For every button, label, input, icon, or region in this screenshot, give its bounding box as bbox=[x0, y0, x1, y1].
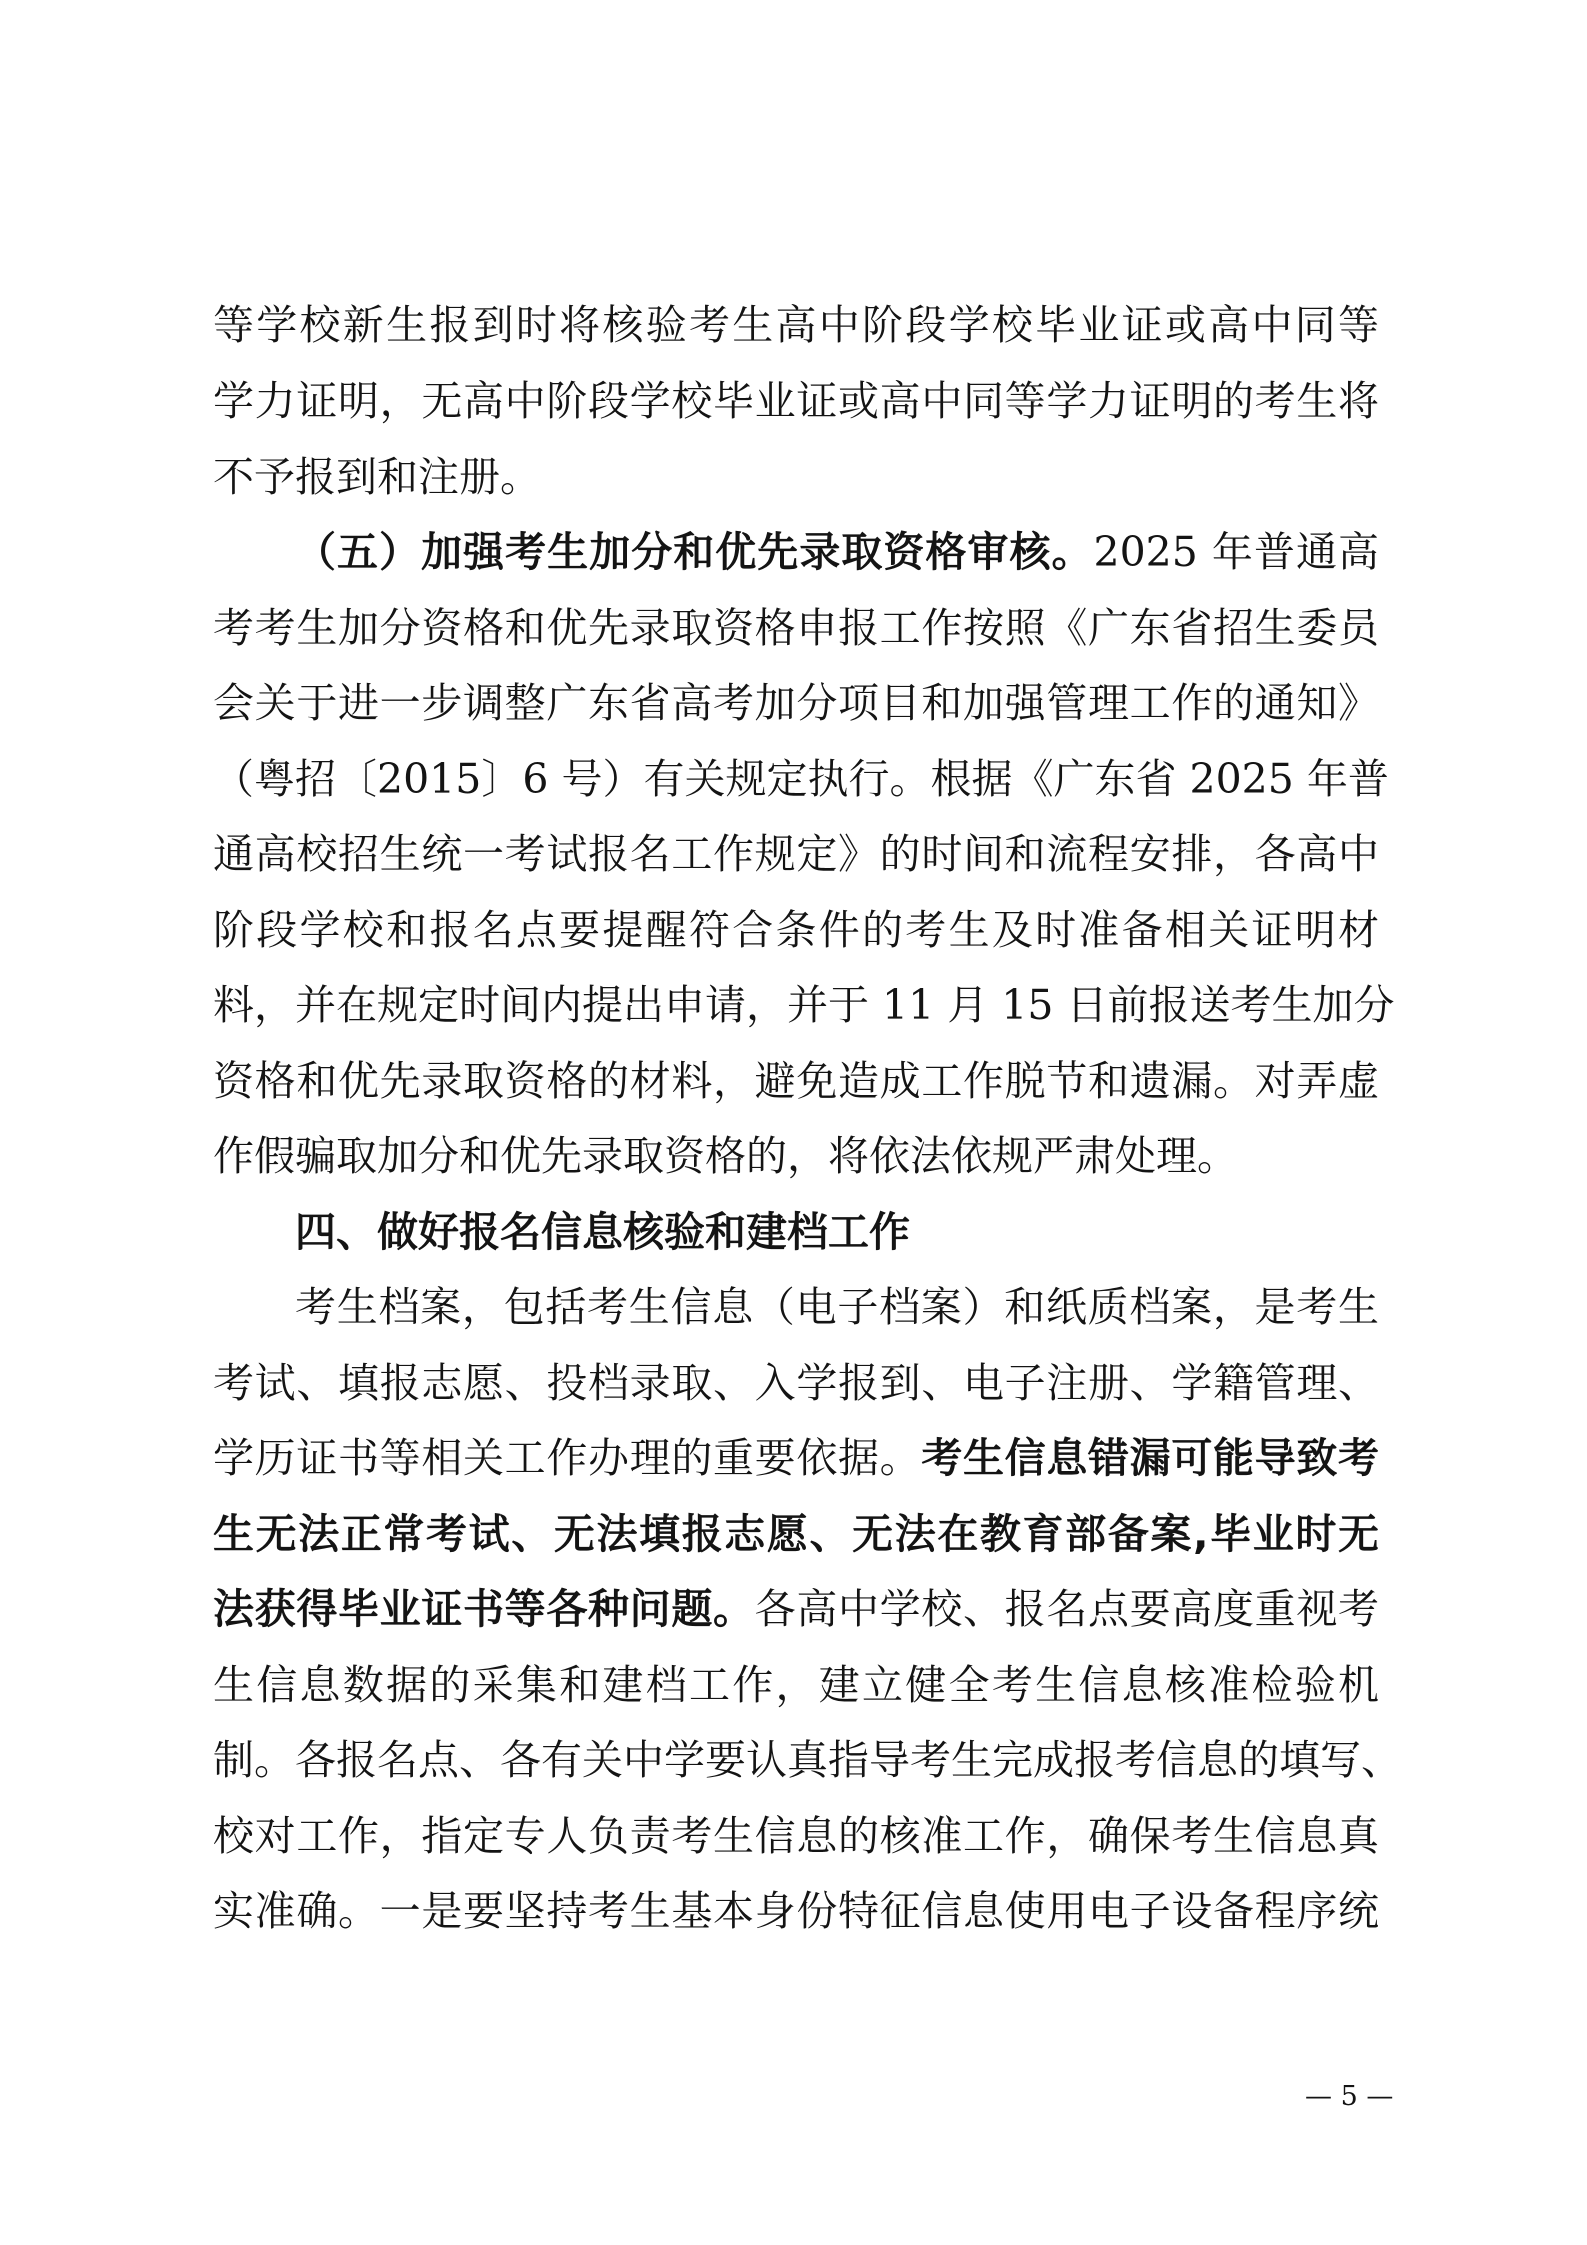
body-text-line: 生信息数据的采集和建档工作，建立健全考生信息核准检验机 bbox=[213, 1661, 1379, 1709]
body-text-line bbox=[213, 1579, 1379, 1639]
body-text-segment: 学历证书等相关工作办理的重要依据。 bbox=[213, 1434, 922, 1482]
section-five-first-line bbox=[295, 522, 1379, 582]
body-text-line: 料，并在规定时间内提出申请，并于 11 月 15 日前报送考生加分 bbox=[213, 981, 1395, 1029]
body-text-line: 会关于进一步调整广东省高考加分项目和加强管理工作的通知》 bbox=[213, 679, 1379, 727]
body-text-line: 不予报到和注册。 bbox=[213, 453, 541, 501]
body-text-line: 阶段学校和报名点要提醒符合条件的考生及时准备相关证明材 bbox=[213, 906, 1379, 954]
body-text-line: 制。各报名点、各有关中学要认真指导考生完成报考信息的填写、 bbox=[213, 1736, 1402, 1784]
section-four-heading: 四、做好报名信息核验和建档工作 bbox=[295, 1208, 910, 1256]
page-number: — 5 — bbox=[1305, 2081, 1394, 2112]
bold-text-line: 生无法正常考试、无法填报志愿、无法在教育部备案,毕业时无 bbox=[213, 1510, 1379, 1558]
section-five-heading: （五）加强考生加分和优先录取资格审核。 bbox=[295, 528, 1094, 576]
body-text-line: 资格和优先录取资格的材料，避免造成工作脱节和遗漏。对弄虚 bbox=[213, 1057, 1379, 1105]
bold-text-segment: 法获得毕业证书等各种问题。 bbox=[213, 1585, 755, 1633]
body-text-line: 考试、填报志愿、投档录取、入学报到、电子注册、学籍管理、 bbox=[213, 1359, 1379, 1407]
body-text-line: 实准确。一是要坚持考生基本身份特征信息使用电子设备程序统 bbox=[213, 1887, 1379, 1935]
bold-text-segment: 考生信息错漏可能导致考 bbox=[921, 1434, 1380, 1482]
body-text-line: （粤招〔2015〕6 号）有关规定执行。根据《广东省 2025 年普 bbox=[213, 755, 1389, 803]
body-text-line: 学力证明，无高中阶段学校毕业证或高中同等学力证明的考生将 bbox=[213, 377, 1379, 425]
body-text-segment: 各高中学校、报名点要高度重视考 bbox=[754, 1585, 1380, 1633]
body-text-line: 等学校新生报到时将核验考生高中阶段学校毕业证或高中同等 bbox=[213, 301, 1379, 349]
body-text-line bbox=[213, 1428, 1379, 1488]
body-text-line: 通高校招生统一考试报名工作规定》的时间和流程安排，各高中 bbox=[213, 830, 1379, 878]
body-text-line: 作假骗取加分和优先录取资格的，将依法依规严肃处理。 bbox=[213, 1132, 1238, 1180]
body-text-line: 考考生加分资格和优先录取资格申报工作按照《广东省招生委员 bbox=[213, 604, 1379, 652]
body-text-line: 校对工作，指定专人负责考生信息的核准工作，确保考生信息真 bbox=[213, 1812, 1379, 1860]
section-five-first-line-text: 2025 年普通高 bbox=[1093, 528, 1379, 576]
body-text-line: 考生档案，包括考生信息（电子档案）和纸质档案，是考生 bbox=[295, 1283, 1379, 1331]
